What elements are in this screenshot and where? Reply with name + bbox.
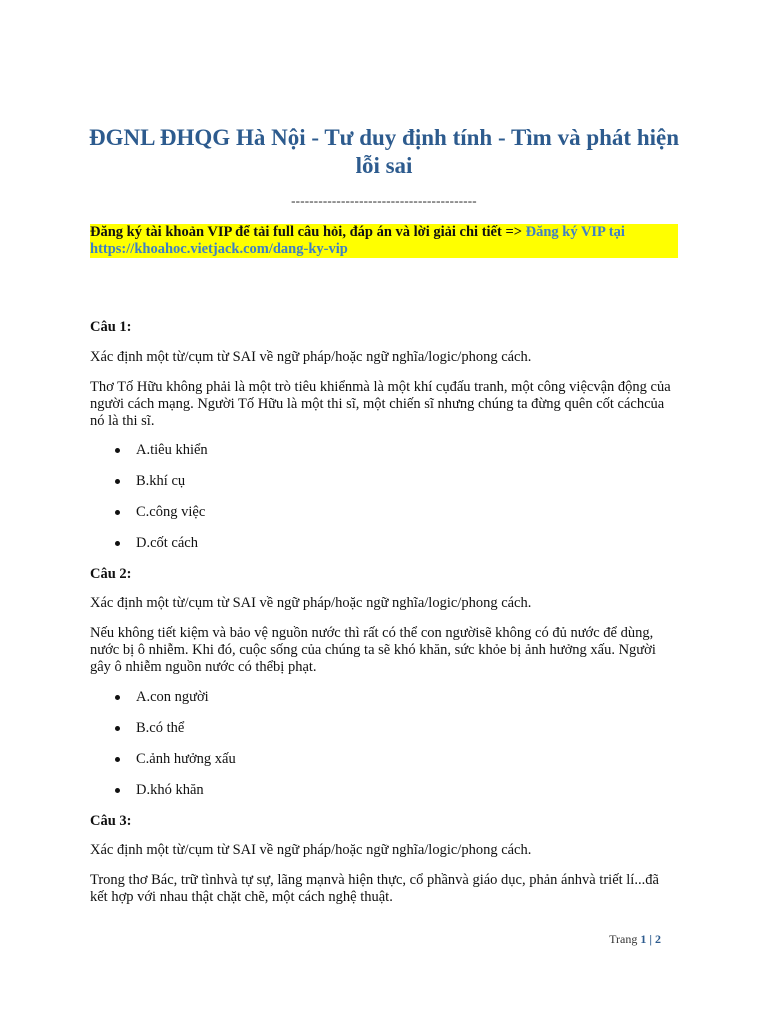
- vip-banner: [90, 224, 678, 258]
- total-page-number: 2: [655, 932, 661, 946]
- option-item: A.con người: [90, 689, 680, 706]
- question-passage: Trong thơ Bác, trữ tìnhvà tự sự, lãng mạnvà hiện thực, cổ phầnvà giáo dục, phản ánhvà triết lí...đã kết hợp với nhau thật chặt chẽ, một cách nghệ thuật.: [90, 872, 659, 905]
- document-title: ĐGNL ĐHQG Hà Nội - Tư duy định tính - Tìm và phát hiện lỗi sai: [88, 125, 680, 178]
- question-instruction: Xác định một từ/cụm từ SAI về ngữ pháp/hoặc ngữ nghĩa/logic/phong cách.: [90, 595, 532, 611]
- options-list: [90, 442, 680, 552]
- footer-prefix: Trang: [609, 932, 641, 946]
- options-list: [90, 689, 680, 799]
- option-item: A.tiêu khiển: [90, 442, 680, 459]
- option-item: D.khó khăn: [90, 782, 680, 799]
- vip-link[interactable]: Đăng ký VIP tại https://khoahoc.vietjack.com/dang-ky-vip: [90, 224, 625, 257]
- questions-content: [90, 318, 680, 906]
- question-1: [90, 318, 680, 552]
- question-label: Câu 3:: [90, 813, 132, 829]
- question-passage: Nếu không tiết kiệm và bảo vệ nguồn nước thì rất có thể con ngườisẽ không có đủ nước để dùng, nước bị ô nhiễm. Khi đó, cuộc sống của chúng ta sẽ khó khăn, sức khỏe bị ảnh hưởng xấu. Người gây ô nhiễm nguồn nước có thểbị phạt.: [90, 625, 656, 675]
- question-instruction: Xác định một từ/cụm từ SAI về ngữ pháp/hoặc ngữ nghĩa/logic/phong cách.: [90, 842, 532, 858]
- vip-text: Đăng ký tài khoản VIP để tải full câu hỏi, đáp án và lời giải chi tiết =>: [90, 224, 526, 240]
- option-item: D.cốt cách: [90, 535, 680, 552]
- question-2: [90, 565, 680, 799]
- option-item: B.khí cụ: [90, 473, 680, 490]
- question-label: Câu 2:: [90, 566, 132, 582]
- question-passage: Thơ Tố Hữu không phải là một trò tiêu khiểnmà là một khí cụđấu tranh, một công việcvận động của người cách mạng. Người Tố Hữu là một thi sĩ, một chiến sĩ nhưng chúng ta đừng quên cốt cáchcủa nó là thi sĩ.: [90, 379, 671, 429]
- footer-separator: |: [646, 932, 655, 946]
- option-item: C.công việc: [90, 504, 680, 521]
- question-instruction: Xác định một từ/cụm từ SAI về ngữ pháp/hoặc ngữ nghĩa/logic/phong cách.: [90, 349, 532, 365]
- question-label: Câu 1:: [90, 319, 132, 335]
- question-3: [90, 812, 680, 906]
- option-item: B.có thể: [90, 720, 680, 737]
- current-page-number: 1: [640, 932, 647, 946]
- divider-line: -----------------------------------------: [291, 193, 477, 208]
- page-footer: [609, 932, 661, 946]
- option-item: C.ảnh hưởng xấu: [90, 751, 680, 768]
